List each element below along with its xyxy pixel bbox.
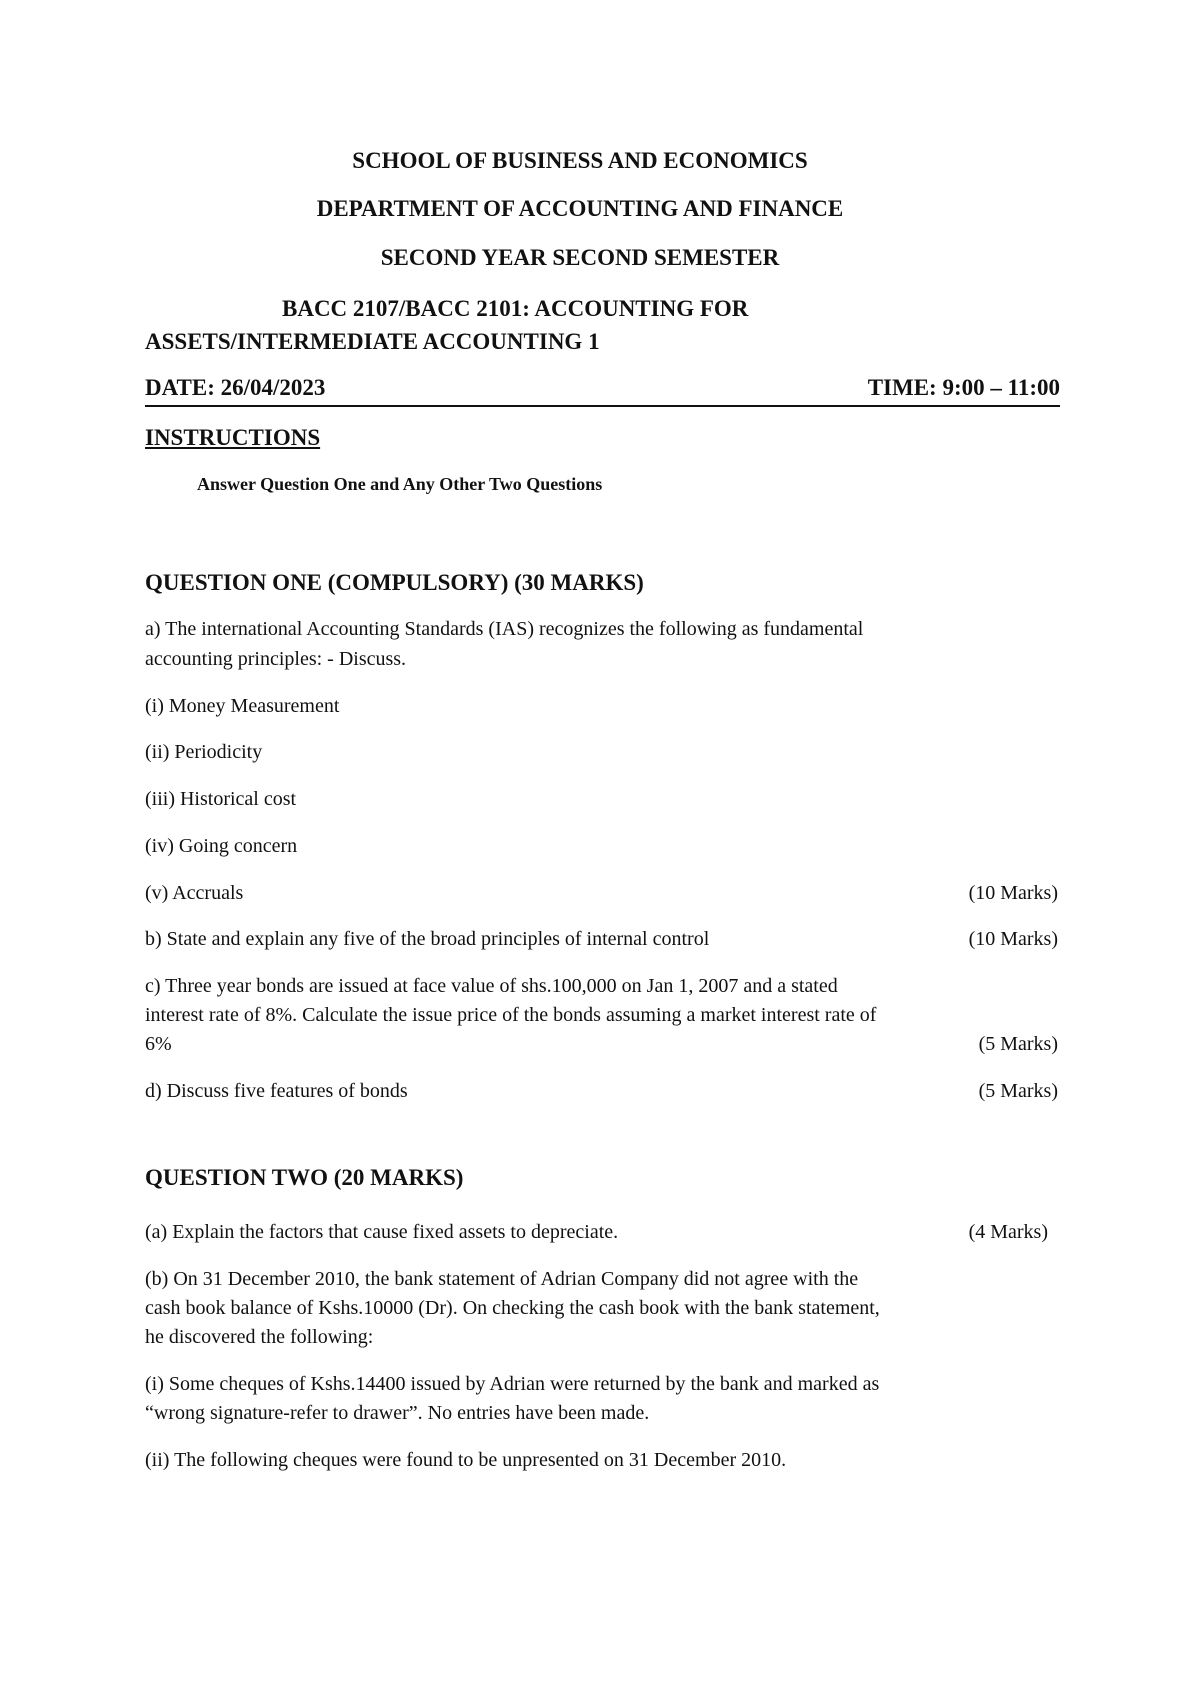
q1-c-line2: interest rate of 8%. Calculate the issue price of the bonds assuming a market interest rate of: [145, 1004, 877, 1026]
q2-b-paragraph: [145, 1265, 1058, 1352]
q2-a-row: [145, 1218, 1058, 1247]
q1-d-marks: (5 Marks): [978, 1080, 1058, 1102]
question-two-title: QUESTION TWO (20 MARKS): [145, 1165, 464, 1190]
course-title: [145, 292, 1065, 358]
q1-a-line1: a) The international Accounting Standards (IAS) recognizes the following as fundamental: [145, 618, 864, 640]
q2-a-text: (a) Explain the factors that cause fixed assets to depreciate.: [145, 1221, 619, 1243]
q1-a-line2: accounting principles: - Discuss.: [145, 648, 407, 670]
q2-b-line2: cash book balance of Kshs.10000 (Dr). On checking the cash book with the bank statement,: [145, 1297, 880, 1319]
q2-b-line1: (b) On 31 December 2010, the bank statement of Adrian Company did not agree with the: [145, 1268, 859, 1290]
q1-item-historical-cost: (iii) Historical cost: [145, 788, 297, 810]
q1-item-money-measurement: (i) Money Measurement: [145, 695, 340, 717]
q2-i-paragraph: [145, 1370, 1058, 1428]
question-one-title: QUESTION ONE (COMPULSORY) (30 MARKS): [145, 570, 644, 595]
q2-b-line3: he discovered the following:: [145, 1326, 374, 1348]
date-time-line: [145, 375, 1060, 407]
school-name: SCHOOL OF BUSINESS AND ECONOMICS: [352, 148, 808, 173]
exam-date: DATE: 26/04/2023: [145, 375, 326, 400]
q1-c-marks: (5 Marks): [978, 1033, 1058, 1055]
q1-c-line3: 6%: [145, 1033, 172, 1055]
q1-b-marks: (10 Marks): [968, 928, 1058, 950]
q2-ii-text: (ii) The following cheques were found to be unpresented on 31 December 2010.: [145, 1449, 787, 1471]
q1-d-row: [145, 1077, 1058, 1106]
q2-i-line2: “wrong signature-refer to drawer”. No entries have been made.: [145, 1402, 650, 1424]
department-name: DEPARTMENT OF ACCOUNTING AND FINANCE: [316, 196, 844, 221]
q1-c-line1: c) Three year bonds are issued at face value of shs.100,000 on Jan 1, 2007 and a stated: [145, 975, 838, 997]
year-semester: SECOND YEAR SECOND SEMESTER: [380, 245, 780, 270]
q1-d-text: d) Discuss five features of bonds: [145, 1080, 408, 1102]
instructions-title: INSTRUCTIONS: [145, 425, 321, 450]
q1-item-periodicity: (ii) Periodicity: [145, 741, 263, 763]
q1-item-going-concern: (iv) Going concern: [145, 835, 298, 857]
q1-item-accruals: (v) Accruals: [145, 882, 244, 904]
course-title-line1: BACC 2107/BACC 2101: ACCOUNTING FOR: [282, 296, 749, 321]
q2-i-line1: (i) Some cheques of Kshs.14400 issued by Adrian were returned by the bank and marked as: [145, 1373, 880, 1395]
q1-c-paragraph: [145, 972, 1058, 1059]
course-title-line2: ASSETS/INTERMEDIATE ACCOUNTING 1: [145, 329, 600, 354]
q1-item-accruals-row: [145, 879, 1058, 908]
instructions-text: Answer Question One and Any Other Two Questions: [197, 474, 603, 494]
q1-a-marks: (10 Marks): [968, 882, 1058, 904]
q1-b-text: b) State and explain any five of the broad principles of internal control: [145, 928, 710, 950]
q1-b-row: [145, 925, 1058, 954]
exam-time: TIME: 9:00 – 11:00: [867, 375, 1060, 400]
q2-a-marks: (4 Marks): [968, 1221, 1048, 1243]
